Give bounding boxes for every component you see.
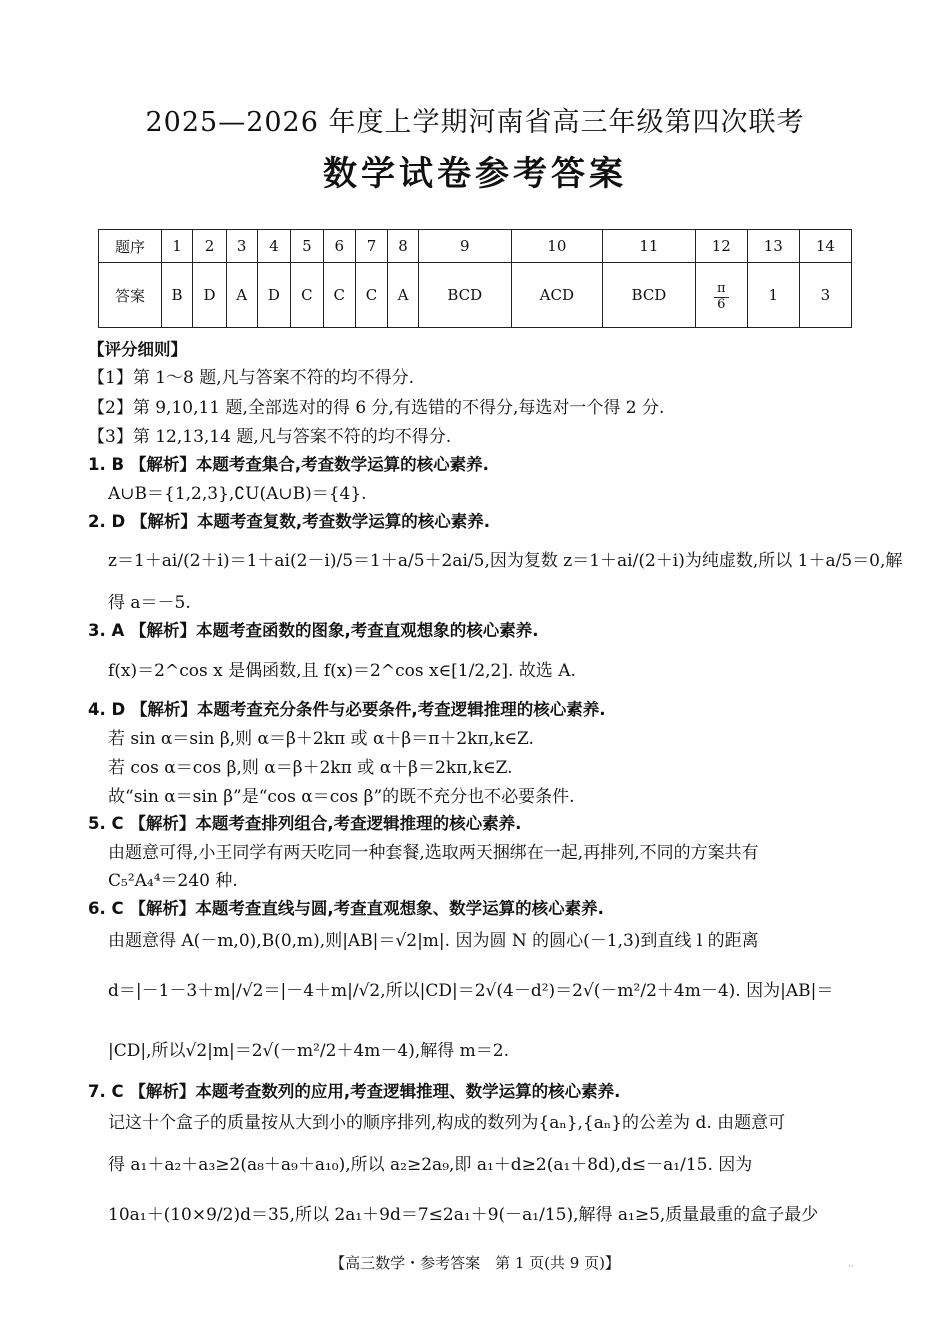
question-number-cell: 1 bbox=[162, 230, 193, 263]
section-heading: 6. C 【解析】本题考查直线与圆,考查直观想象、数学运算的核心素养. bbox=[88, 899, 604, 918]
section-heading: 1. B 【解析】本题考查集合,考查数学运算的核心素养. bbox=[88, 455, 489, 474]
question-number-cell: 6 bbox=[323, 230, 355, 263]
section-heading: 5. C 【解析】本题考查排列组合,考查逻辑推理的核心素养. bbox=[88, 814, 522, 833]
text-line: 10a₁＋(10×9/2)d＝35,所以 2a₁＋9d＝7≤2a₁＋9(－a₁/15),解得 a₁≥5,质量最重的盒子最少 bbox=[108, 1205, 819, 1225]
question-number-cell: 12 bbox=[695, 230, 747, 263]
section-heading: 【评分细则】 bbox=[88, 340, 187, 359]
question-number-cell: 7 bbox=[355, 230, 387, 263]
text-line: 【2】第 9,10,11 题,全部选对的得 6 分,有选错的不得分,每选对一个得 2 分. bbox=[88, 398, 665, 418]
answer-cell: BCD bbox=[603, 263, 696, 328]
text-line: 故“sin α＝sin β”是“cos α＝cos β”的既不充分也不必要条件. bbox=[108, 787, 575, 807]
question-number-cell: 14 bbox=[799, 230, 851, 263]
answer-cell: 3 bbox=[799, 263, 851, 328]
answer-cell: C bbox=[355, 263, 387, 328]
answer-cell: A bbox=[226, 263, 257, 328]
text-line: 若 sin α＝sin β,则 α＝β＋2kπ 或 α＋β＝π＋2kπ,k∈Z. bbox=[108, 729, 534, 749]
text-line: 得 a＝－5. bbox=[108, 593, 191, 613]
row-label-answer: 答案 bbox=[99, 263, 162, 328]
answer-cell bbox=[695, 263, 747, 328]
table-row-answers bbox=[99, 263, 852, 328]
text-line: d＝|－1－3＋m|/√2＝|－4＋m|/√2,所以|CD|＝2√(4－d²)＝2√(－m²/2＋4m－4). 因为|AB|＝ bbox=[108, 981, 834, 1001]
answer-cell: D bbox=[257, 263, 291, 328]
text-line: 记这十个盒子的质量按从大到小的顺序排列,构成的数列为{aₙ},{aₙ}的公差为 d. 由题意可 bbox=[108, 1113, 786, 1133]
table-row-numbers bbox=[99, 230, 852, 263]
section-heading: 7. C 【解析】本题考查数列的应用,考查逻辑推理、数学运算的核心素养. bbox=[88, 1082, 621, 1101]
answer-cell: C bbox=[291, 263, 323, 328]
section-heading: 2. D 【解析】本题考查复数,考查数学运算的核心素养. bbox=[88, 512, 490, 531]
section-heading: 3. A 【解析】本题考查函数的图象,考查直观想象的核心素养. bbox=[88, 621, 539, 640]
fraction-answer bbox=[714, 282, 729, 312]
question-number-cell: 2 bbox=[193, 230, 227, 263]
answer-cell: 1 bbox=[747, 263, 799, 328]
answer-cell: D bbox=[193, 263, 227, 328]
answer-cell: BCD bbox=[418, 263, 511, 328]
exam-title: 2025—2026 年度上学期河南省高三年级第四次联考 bbox=[145, 107, 805, 138]
section-heading: 4. D 【解析】本题考查充分条件与必要条件,考查逻辑推理的核心素养. bbox=[88, 700, 606, 719]
answer-cell: A bbox=[388, 263, 419, 328]
row-label-number: 题序 bbox=[99, 230, 162, 263]
text-line: 得 a₁＋a₂＋a₃≥2(a₈＋a₉＋a₁₀),所以 a₂≥2a₉,即 a₁＋d≥2(a₁＋8d),d≤－a₁/15. 因为 bbox=[108, 1155, 753, 1175]
text-line: 由题意得 A(－m,0),B(0,m),则|AB|＝√2|m|. 因为圆 N 的圆心(－1,3)到直线 l 的距离 bbox=[108, 931, 759, 951]
question-number-cell: 3 bbox=[226, 230, 257, 263]
answer-table bbox=[98, 229, 852, 328]
answer-cell: B bbox=[162, 263, 193, 328]
text-line: 【3】第 12,13,14 题,凡与答案不符的均不得分. bbox=[88, 427, 452, 447]
text-line: C₅²A₄⁴＝240 种. bbox=[108, 871, 238, 891]
text-line: f(x)＝2^cos x 是偶函数,且 f(x)＝2^cos x∈[1/2,2]. 故选 A. bbox=[108, 661, 576, 681]
text-line: 若 cos α＝cos β,则 α＝β＋2kπ 或 α＋β＝2kπ,k∈Z. bbox=[108, 758, 513, 778]
question-number-cell: 13 bbox=[747, 230, 799, 263]
question-number-cell: 5 bbox=[291, 230, 323, 263]
text-line: A∪B＝{1,2,3},∁U(A∪B)＝{4}. bbox=[108, 484, 367, 504]
question-number-cell: 11 bbox=[603, 230, 696, 263]
page-footer: 【高三数学・参考答案 第 1 页(共 9 页)】 bbox=[330, 1254, 620, 1272]
question-number-cell: 10 bbox=[511, 230, 603, 263]
fraction-denominator: 6 bbox=[717, 296, 726, 312]
question-number-cell: 8 bbox=[388, 230, 419, 263]
question-number-cell: 9 bbox=[418, 230, 511, 263]
text-line: |CD|,所以√2|m|＝2√(－m²/2＋4m－4),解得 m＝2. bbox=[108, 1041, 510, 1061]
answer-cell: ACD bbox=[511, 263, 603, 328]
text-line: 由题意可得,小王同学有两天吃同一种套餐,选取两天捆绑在一起,再排列,不同的方案共有 bbox=[108, 843, 759, 863]
fraction-numerator: π bbox=[714, 282, 729, 297]
corner-mark: ·· bbox=[848, 1262, 854, 1272]
question-number-cell: 4 bbox=[257, 230, 291, 263]
document-title: 数学试卷参考答案 bbox=[323, 154, 627, 194]
answer-cell: C bbox=[323, 263, 355, 328]
text-line: z＝1＋ai/(2＋i)＝1＋ai(2－i)/5＝1＋a/5＋2ai/5,因为复数 z＝1＋ai/(2＋i)为纯虚数,所以 1＋a/5＝0,解 bbox=[108, 551, 903, 571]
text-line: 【1】第 1～8 题,凡与答案不符的均不得分. bbox=[88, 368, 415, 388]
